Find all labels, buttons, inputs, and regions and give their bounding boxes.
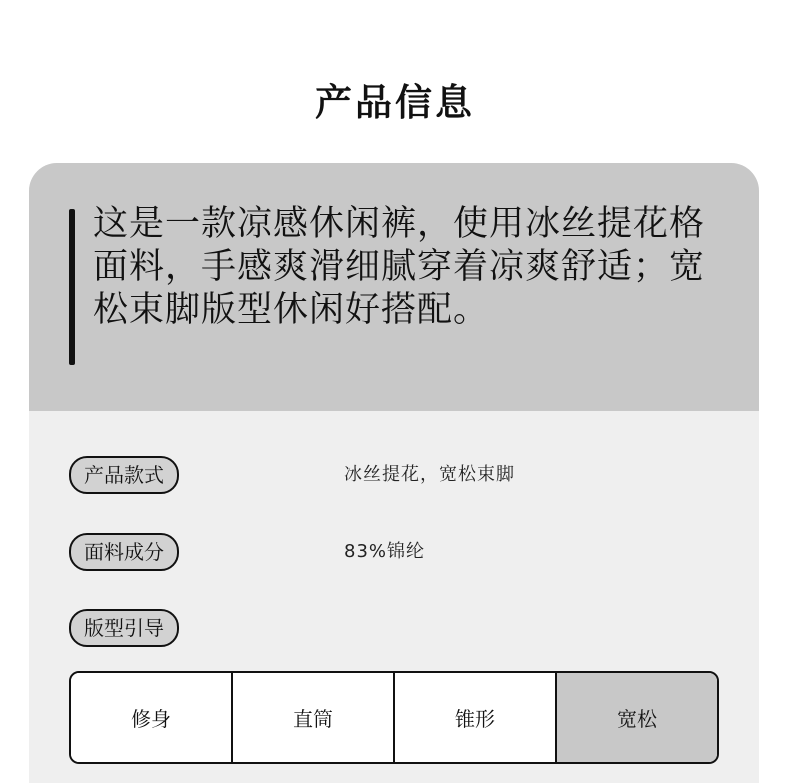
quote-bar: [69, 209, 75, 365]
product-info-card: [29, 163, 759, 783]
fit-option-straight[interactable]: 直筒: [233, 673, 395, 762]
spec-value-style: 冰丝提花，宽松束脚: [344, 464, 515, 485]
fit-guide-table: [69, 671, 719, 764]
fit-option-loose[interactable]: 宽松: [557, 673, 717, 762]
spec-value-fabric: 83%锦纶: [344, 541, 426, 562]
fit-option-tapered[interactable]: 锥形: [395, 673, 557, 762]
spec-label-fabric: 面料成分: [69, 533, 179, 571]
intro-text: 这是一款凉感休闲裤，使用冰丝提花格面料，手感爽滑细腻穿着凉爽舒适；宽松束脚版型休闲好搭配。: [93, 204, 706, 330]
spec-label-fit: 版型引导: [69, 609, 179, 647]
spec-label-style: 产品款式: [69, 456, 179, 494]
intro-section: [29, 163, 759, 411]
fit-option-slim[interactable]: 修身: [71, 673, 233, 762]
page-title: 产品信息: [315, 81, 475, 124]
